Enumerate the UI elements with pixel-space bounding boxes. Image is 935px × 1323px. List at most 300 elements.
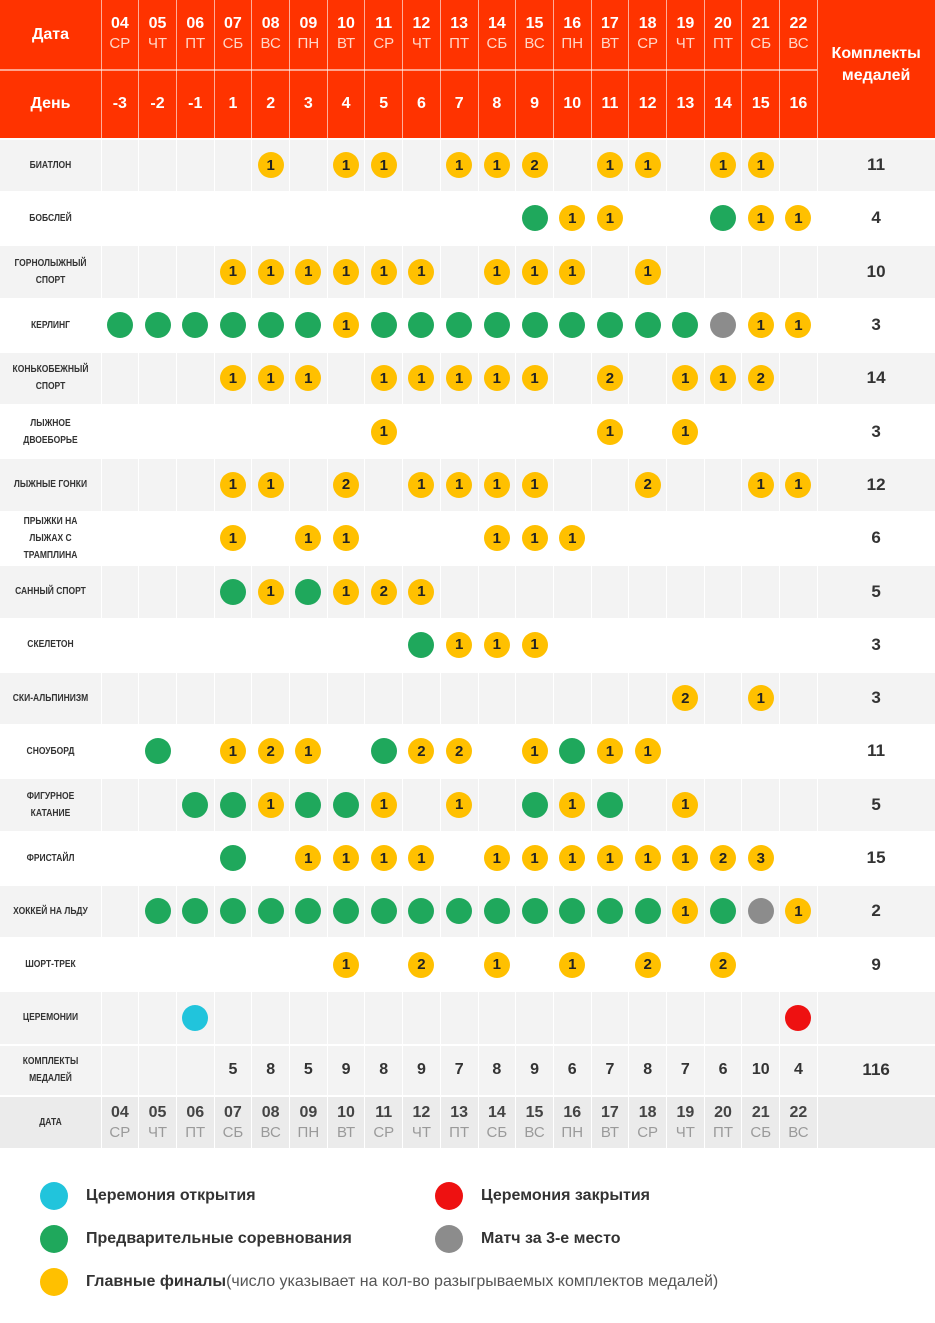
medal-count-cell: 5	[228, 1061, 238, 1079]
sport-medal-total: 15	[866, 848, 886, 868]
final-dot: 1	[597, 845, 623, 871]
date-weekday: ЧТ	[411, 1123, 432, 1141]
final-dot: 1	[597, 419, 623, 445]
sport-medal-total: 3	[871, 315, 881, 335]
date-weekday: СР	[373, 1123, 395, 1141]
final-dot: 2	[748, 365, 774, 391]
date-number: 20	[714, 1103, 732, 1121]
final-dot: 1	[258, 152, 284, 178]
sport-row	[0, 672, 935, 724]
final-dot: 1	[710, 152, 736, 178]
sport-label: ХОККЕЙ НА ЛЬДУ	[13, 905, 88, 917]
sport-label: ГОРНОЛЫЖНЫЙ СПОРТ	[14, 257, 87, 286]
final-dot: 1	[484, 365, 510, 391]
final-dot: 1	[484, 259, 510, 285]
final-dot: 3	[748, 845, 774, 871]
day-header-cell: 5	[379, 95, 389, 112]
medal-count-cell: 8	[492, 1061, 502, 1079]
final-dot: 1	[672, 845, 698, 871]
final-dot: 2	[522, 152, 548, 178]
date-weekday: ВС	[260, 1123, 281, 1141]
final-dot: 1	[635, 845, 661, 871]
preliminary-dot	[371, 898, 397, 924]
date-header-cell	[252, 10, 290, 58]
preliminary-dot	[522, 312, 548, 338]
final-dot: 1	[484, 632, 510, 658]
preliminary-dot	[522, 205, 548, 231]
date-number: 13	[450, 15, 469, 32]
column-divider	[741, 139, 742, 1148]
date-weekday: ПН	[297, 1123, 320, 1141]
final-dot: 1	[635, 259, 661, 285]
sport-label: БОБСЛЕЙ	[29, 212, 72, 224]
final-dot: 1	[748, 312, 774, 338]
day-header-cell: 9	[530, 95, 539, 112]
medals-header-label: Комплекты медалей	[831, 45, 921, 84]
day-header-cell: 3	[303, 95, 313, 112]
row-divider	[0, 458, 935, 460]
row-divider	[0, 298, 935, 300]
day-header-cell: 16	[789, 95, 808, 112]
date-weekday: ВТ	[336, 1123, 356, 1141]
final-dot: 1	[559, 259, 585, 285]
date-header-cell	[365, 10, 403, 58]
final-dot: 1	[597, 738, 623, 764]
date-weekday: СР	[637, 1123, 659, 1141]
row-divider	[0, 138, 935, 140]
final-dot: 1	[258, 259, 284, 285]
date-number: 11	[375, 1103, 393, 1121]
column-divider	[628, 139, 629, 1148]
date-number: 10	[337, 1103, 355, 1121]
sport-label: КОНЬКОБЕЖНЫЙ СПОРТ	[12, 364, 89, 393]
final-dot: 1	[333, 845, 359, 871]
date-header-cell	[327, 10, 365, 58]
date-number: 19	[676, 1103, 695, 1121]
date-number: 06	[186, 15, 205, 32]
legend-finals-note: (число указывает на кол-во разыгрываемых комплектов медалей)	[226, 1273, 719, 1290]
column-divider	[779, 139, 780, 1148]
sport-label: САННЫЙ СПОРТ	[15, 586, 86, 598]
sport-label: ФИГУРНОЕ КАТАНИЕ	[26, 790, 75, 819]
final-dot: 1	[635, 738, 661, 764]
sport-row	[0, 246, 935, 298]
date-header-cell	[516, 10, 554, 58]
date-number: 21	[751, 15, 770, 32]
day-header-cell: 12	[638, 95, 657, 112]
final-dot-icon	[40, 1268, 68, 1296]
column-divider	[817, 139, 818, 1148]
footer-date-cell	[440, 1097, 478, 1148]
date-header-cell	[101, 10, 139, 58]
final-dot: 1	[371, 792, 397, 818]
date-number: 07	[224, 1103, 242, 1121]
footer-date-cell	[290, 1097, 328, 1148]
day-header-label: День	[30, 95, 71, 112]
date-weekday: ВТ	[600, 1123, 620, 1141]
date-number: 09	[299, 15, 318, 32]
preliminary-dot	[484, 898, 510, 924]
opening-ceremony-dot	[182, 1005, 208, 1031]
footer-date-cell	[214, 1097, 252, 1148]
row-divider	[0, 1095, 935, 1097]
final-dot: 2	[408, 738, 434, 764]
row-divider	[0, 831, 935, 833]
final-dot: 1	[408, 472, 434, 498]
final-dot: 1	[333, 152, 359, 178]
date-number: 15	[525, 15, 544, 32]
bronze-match-dot	[710, 312, 736, 338]
medal-count-cell: 9	[341, 1061, 351, 1079]
date-number: 06	[186, 1103, 205, 1121]
legend-bronze-label: Матч за 3-е место	[481, 1230, 621, 1247]
date-header-cell	[403, 10, 441, 58]
final-dot: 1	[333, 579, 359, 605]
date-number: 22	[789, 15, 808, 32]
sport-medal-total: 3	[871, 421, 881, 441]
final-dot: 1	[333, 259, 359, 285]
date-weekday: СБ	[222, 35, 244, 52]
final-dot: 1	[785, 472, 811, 498]
final-dot: 1	[408, 579, 434, 605]
medal-count-cell: 4	[793, 1061, 803, 1079]
date-number: 20	[714, 15, 732, 32]
footer-date-cell	[629, 1097, 667, 1148]
row-divider	[0, 245, 935, 247]
column-divider	[214, 139, 215, 1148]
final-dot: 1	[295, 259, 321, 285]
final-dot: 1	[559, 952, 585, 978]
column-divider	[478, 139, 479, 1148]
date-number: 18	[638, 15, 657, 32]
date-number: 17	[601, 15, 619, 32]
final-dot: 2	[258, 738, 284, 764]
column-divider	[515, 139, 516, 1148]
date-weekday: СБ	[222, 1123, 244, 1141]
row-divider	[0, 405, 935, 407]
preliminary-dot	[522, 898, 548, 924]
date-weekday: ВТ	[336, 35, 356, 52]
date-weekday: ЧТ	[147, 35, 168, 52]
column-divider	[176, 139, 177, 1148]
preliminary-dot	[635, 312, 661, 338]
date-number: 15	[525, 1103, 544, 1121]
date-weekday: ЧТ	[675, 1123, 695, 1141]
date-header-cell	[629, 10, 667, 58]
preliminary-dot	[522, 792, 548, 818]
final-dot: 1	[446, 472, 472, 498]
day-header-cell: 13	[676, 95, 695, 112]
preliminary-dot	[333, 792, 359, 818]
final-dot: 2	[333, 472, 359, 498]
day-header-cell: 8	[492, 95, 502, 112]
final-dot: 1	[258, 472, 284, 498]
column-divider	[289, 139, 290, 1148]
medal-grand-total: 116	[862, 1060, 890, 1080]
final-dot: 1	[446, 365, 472, 391]
sport-medal-total: 2	[871, 901, 881, 921]
date-weekday: СР	[109, 35, 131, 52]
day-header-cell: 10	[563, 95, 582, 112]
sport-row	[0, 512, 935, 564]
day-header-cell: 11	[601, 95, 619, 112]
row-divider	[0, 991, 935, 993]
column-divider	[101, 139, 102, 1148]
final-dot: 1	[333, 525, 359, 551]
final-dot: 1	[484, 525, 510, 551]
final-dot: 1	[371, 152, 397, 178]
day-header-cell: 1	[228, 95, 238, 112]
date-header-cell	[742, 10, 780, 58]
date-weekday: ПТ	[713, 35, 733, 52]
final-dot: 1	[484, 472, 510, 498]
sport-medal-total: 10	[866, 261, 886, 281]
date-number: 12	[412, 1103, 431, 1121]
legend-preliminary-label: Предварительные соревнования	[86, 1230, 352, 1247]
sport-medal-total: 11	[867, 741, 886, 761]
preliminary-dot	[182, 792, 208, 818]
date-weekday: СБ	[750, 1123, 772, 1141]
date-header-cell	[478, 10, 516, 58]
final-dot: 1	[672, 898, 698, 924]
final-dot: 1	[371, 259, 397, 285]
footer-date-cell	[780, 1097, 818, 1148]
final-dot: 1	[559, 792, 585, 818]
final-dot: 1	[295, 738, 321, 764]
footer-date-cell	[365, 1097, 403, 1148]
date-number: 08	[261, 1103, 280, 1121]
footer-date-cell	[667, 1097, 705, 1148]
final-dot: 1	[295, 525, 321, 551]
final-dot: 1	[559, 525, 585, 551]
final-dot: 1	[295, 845, 321, 871]
date-weekday: ВС	[788, 1123, 809, 1141]
date-number: 19	[676, 15, 695, 32]
date-weekday: ПН	[297, 35, 320, 52]
final-dot: 1	[522, 738, 548, 764]
footer-date-cell	[553, 1097, 591, 1148]
medal-count-cell: 6	[718, 1061, 728, 1079]
final-dot: 1	[408, 259, 434, 285]
date-weekday: ПТ	[185, 1123, 206, 1141]
final-dot: 2	[635, 472, 661, 498]
final-dot: 1	[559, 845, 585, 871]
final-dot: 1	[371, 365, 397, 391]
sport-label: КЕРЛИНГ	[30, 319, 71, 331]
footer-date-cell	[742, 1097, 780, 1148]
date-number: 07	[224, 15, 242, 32]
date-number: 04	[110, 15, 129, 32]
sport-row	[0, 565, 935, 617]
day-header-cell: 2	[266, 95, 276, 112]
date-weekday: ВС	[524, 1123, 545, 1141]
bronze-match-dot-icon	[435, 1225, 463, 1253]
final-dot: 1	[522, 845, 548, 871]
final-dot: 1	[785, 312, 811, 338]
final-dot: 1	[220, 738, 246, 764]
date-number: 09	[299, 1103, 318, 1121]
date-header-cell	[667, 10, 705, 58]
date-header-cell	[214, 10, 252, 58]
sport-row	[0, 406, 935, 458]
date-header-cell	[704, 10, 742, 58]
date-header-cell	[553, 10, 591, 58]
date-header-cell	[780, 10, 818, 58]
footer-date-cell	[139, 1097, 177, 1148]
preliminary-dot	[220, 312, 246, 338]
medal-count-cell: 8	[266, 1061, 276, 1079]
legend-opening-label: Церемония открытия	[86, 1187, 256, 1204]
final-dot: 1	[408, 845, 434, 871]
preliminary-dot	[597, 792, 623, 818]
date-number: 05	[148, 1103, 167, 1121]
final-dot: 1	[748, 685, 774, 711]
footer-date-cell	[101, 1097, 139, 1148]
date-weekday: ПТ	[449, 1123, 470, 1141]
date-weekday: ПТ	[713, 1123, 733, 1141]
day-header-cell: 15	[751, 95, 770, 112]
date-weekday: ВТ	[600, 35, 620, 52]
preliminary-dot	[371, 312, 397, 338]
column-divider	[364, 139, 365, 1148]
footer-date-cell	[176, 1097, 214, 1148]
footer-date-cell	[327, 1097, 365, 1148]
footer-date-cell	[591, 1097, 629, 1148]
date-header-label: Дата	[31, 25, 70, 43]
opening-ceremony-dot-icon	[40, 1182, 68, 1210]
date-weekday: ВС	[788, 35, 809, 52]
column-divider	[591, 139, 592, 1148]
preliminary-dot	[258, 312, 284, 338]
legend-finals	[40, 1267, 718, 1297]
column-divider	[704, 139, 705, 1148]
final-dot: 2	[710, 845, 736, 871]
date-number: 12	[412, 15, 431, 32]
final-dot: 1	[484, 952, 510, 978]
final-dot: 1	[258, 579, 284, 605]
closing-ceremony-dot-icon	[435, 1182, 463, 1210]
preliminary-dot	[484, 312, 510, 338]
final-dot: 1	[333, 312, 359, 338]
final-dot: 2	[408, 952, 434, 978]
final-dot: 1	[258, 365, 284, 391]
date-number: 11	[375, 15, 393, 32]
final-dot: 2	[672, 685, 698, 711]
sport-label: СНОУБОРД	[26, 745, 75, 757]
medal-count-cell: 8	[643, 1061, 653, 1079]
footer-date-cell	[252, 1097, 290, 1148]
legend-bronze	[435, 1224, 620, 1254]
final-dot: 1	[748, 472, 774, 498]
final-dot: 1	[748, 152, 774, 178]
day-header-cell: 6	[416, 95, 426, 112]
final-dot: 1	[597, 152, 623, 178]
legend-opening	[40, 1181, 256, 1211]
date-number: 08	[261, 15, 280, 32]
preliminary-dot	[295, 579, 321, 605]
date-weekday: ЧТ	[411, 35, 432, 52]
preliminary-dot	[145, 898, 171, 924]
date-weekday: ЧТ	[147, 1123, 168, 1141]
sport-label: ФРИСТАЙЛ	[26, 852, 75, 864]
final-dot: 1	[484, 845, 510, 871]
date-weekday: ПН	[561, 1123, 584, 1141]
day-header-cell: 14	[714, 95, 732, 112]
preliminary-dot	[145, 312, 171, 338]
date-number: 10	[337, 15, 355, 32]
column-divider	[251, 139, 252, 1148]
date-weekday: ЧТ	[675, 35, 695, 52]
date-header-cell	[290, 10, 328, 58]
final-dot: 1	[446, 632, 472, 658]
final-dot: 1	[748, 205, 774, 231]
row-divider	[0, 884, 935, 886]
preliminary-dot-icon	[40, 1225, 68, 1253]
sport-row	[0, 832, 935, 884]
footer-date-label: ДАТА	[39, 1117, 62, 1129]
medal-count-cell: 6	[567, 1061, 577, 1079]
day-header-cell: -2	[150, 95, 165, 112]
final-dot: 1	[559, 205, 585, 231]
final-dot: 1	[672, 365, 698, 391]
column-divider	[666, 139, 667, 1148]
footer-date-cell	[478, 1097, 516, 1148]
preliminary-dot	[597, 312, 623, 338]
date-header-cell	[139, 10, 177, 58]
day-header-cell: 7	[454, 95, 464, 112]
date-number: 16	[563, 1103, 582, 1121]
preliminary-dot	[220, 792, 246, 818]
sport-medal-total: 5	[871, 581, 881, 601]
medal-count-cell: 8	[379, 1061, 389, 1079]
sport-label: ПРЫЖКИ НА ЛЫЖАХ С ТРАМПЛИНА	[23, 515, 78, 561]
final-dot: 2	[635, 952, 661, 978]
preliminary-dot	[220, 579, 246, 605]
final-dot: 1	[220, 259, 246, 285]
date-number: 18	[638, 1103, 657, 1121]
legend-preliminary	[40, 1224, 352, 1254]
final-dot: 1	[371, 845, 397, 871]
day-header-cell: -3	[112, 95, 127, 112]
date-weekday: ПТ	[185, 35, 206, 52]
date-weekday: СБ	[486, 1123, 508, 1141]
final-dot: 1	[484, 152, 510, 178]
medal-count-cell: 9	[530, 1061, 539, 1079]
row-divider	[0, 671, 935, 673]
date-number: 14	[487, 1103, 506, 1121]
final-dot: 1	[785, 205, 811, 231]
final-dot: 1	[522, 472, 548, 498]
sport-medal-total: 6	[871, 528, 881, 548]
sport-label: ШОРТ-ТРЕК	[25, 959, 76, 971]
preliminary-dot	[258, 898, 284, 924]
final-dot: 1	[371, 419, 397, 445]
final-dot: 1	[597, 205, 623, 231]
date-weekday: СР	[637, 35, 659, 52]
date-weekday: ПН	[561, 35, 584, 52]
final-dot: 2	[446, 738, 472, 764]
final-dot: 1	[446, 152, 472, 178]
sport-row	[0, 939, 935, 991]
date-weekday: ПТ	[449, 35, 470, 52]
date-header-cell	[440, 10, 478, 58]
row-divider	[0, 778, 935, 780]
sport-label: ЛЫЖНЫЕ ГОНКИ	[13, 479, 88, 491]
date-number: 21	[751, 1103, 770, 1121]
preliminary-dot	[145, 738, 171, 764]
legend-finals-label: Главные финалы	[86, 1273, 227, 1290]
row-divider	[0, 191, 935, 193]
